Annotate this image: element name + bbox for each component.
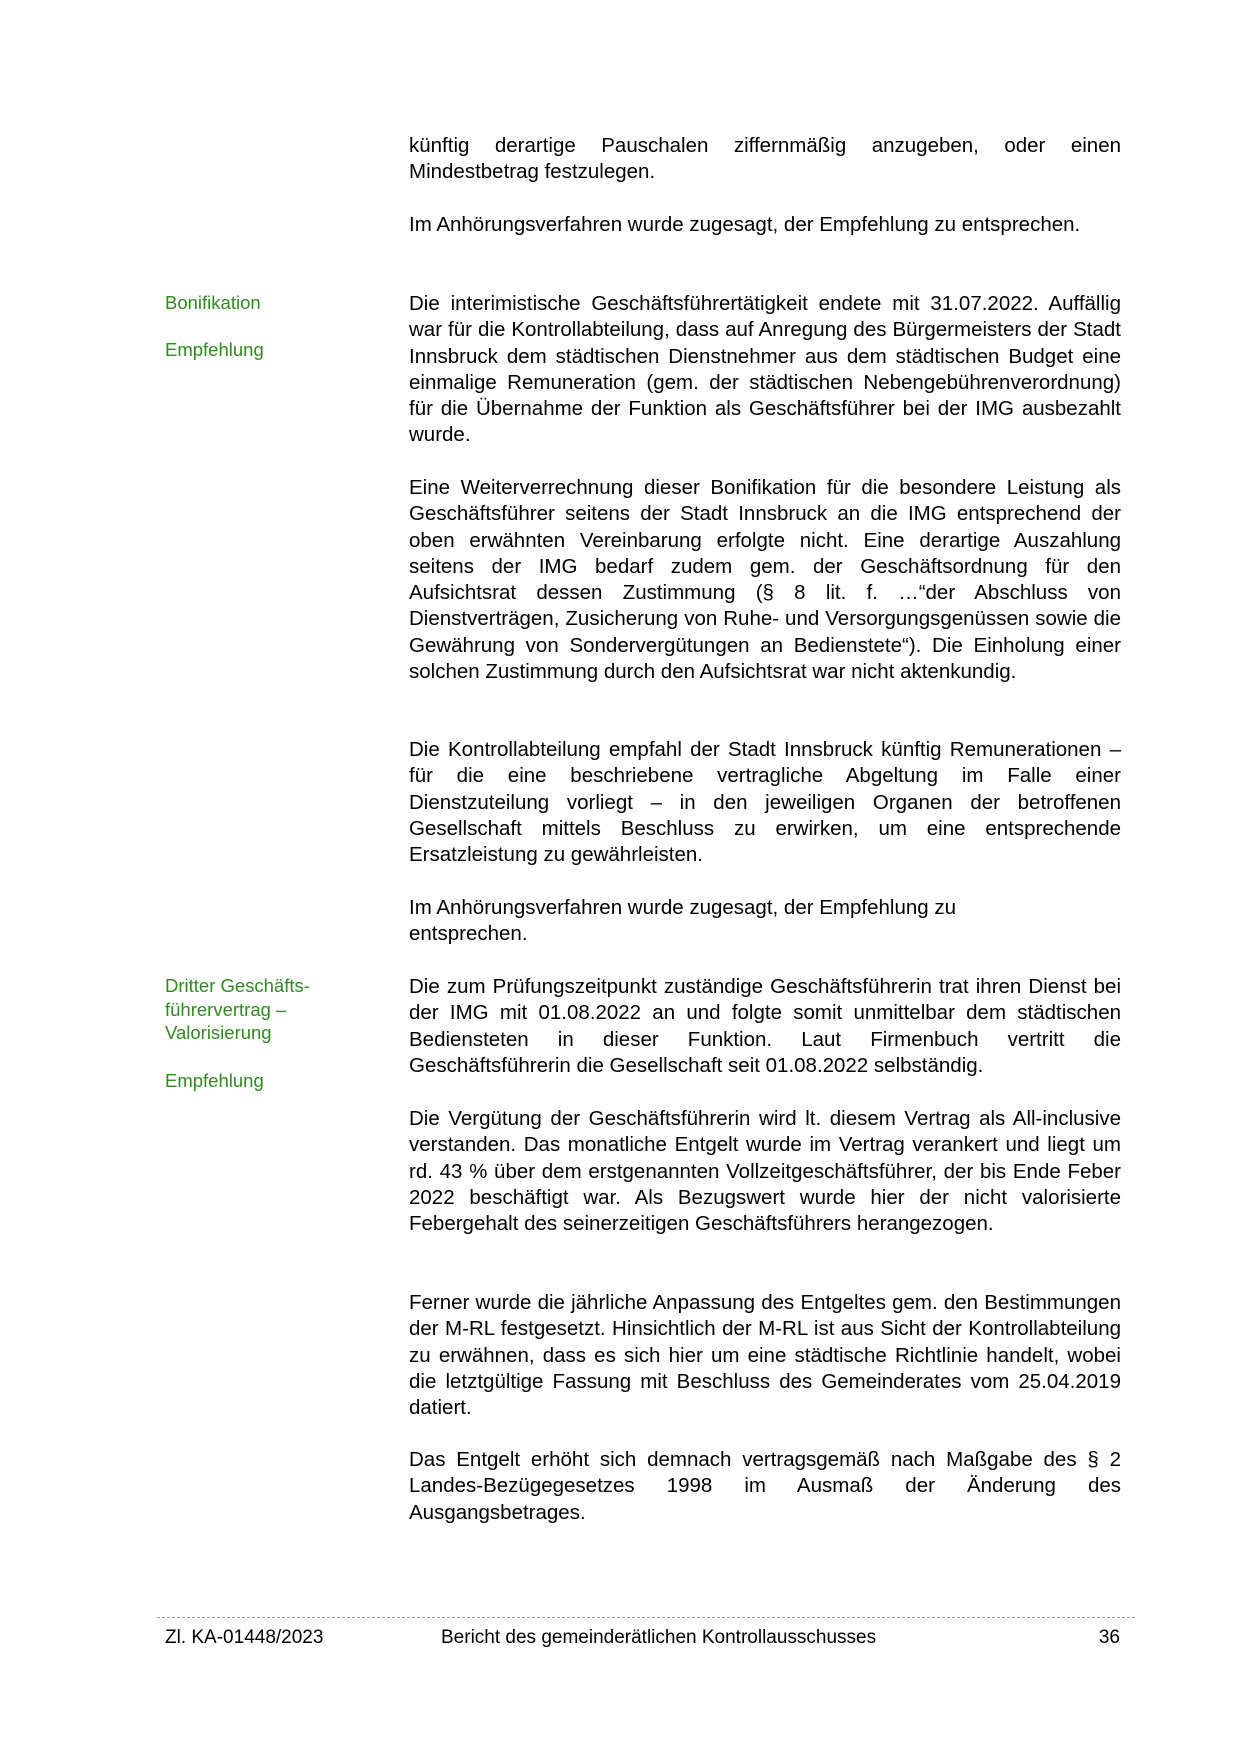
paragraph-empfehlung-remuneration [409, 737, 1121, 868]
margin-note-line: Valorisierung [165, 1022, 272, 1043]
paragraph-bonifikation [409, 291, 1121, 449]
paragraph-text: Die Kontrollabteilung empfahl der Stadt Innsbruck künftig Remunerationen – für die eine beschriebene vertragliche Abgeltung im Falle einer Dienstzuteilung vorliegt – in den jeweiligen Organen der betroffenen Gesellschaft mittels Beschluss zu erwirken, um eine entsprechende Ersatzleistung zu gewährleisten. [409, 738, 1121, 867]
paragraph-weiterverrechnung [409, 475, 1121, 685]
paragraph-text: Im Anhörungsverfahren wurde zugesagt, der Empfehlung zu entsprechen. [409, 213, 1081, 236]
margin-note-bonifikation [165, 291, 365, 315]
margin-note-line: führervertrag – [165, 998, 287, 1020]
paragraph-text: Im Anhörungsverfahren wurde zugesagt, der Empfehlung zu entsprechen. [409, 896, 956, 946]
paragraph-geschaeftsfuehrerin [409, 974, 1121, 1079]
paragraph-verguetung [409, 1106, 1121, 1237]
margin-note-empfehlung-2 [165, 1069, 365, 1093]
margin-note-label: Bonifikation [165, 292, 261, 313]
paragraph-entgelt [409, 1447, 1121, 1526]
paragraph-text: Die Vergütung der Geschäftsführerin wird lt. diesem Vertrag als All-inclusive verstanden. Das monatliche Entgelt wurde im Vertrag verankert und liegt um rd. 43 % über dem erstgenannten Vollzeitgeschäftsführer, der bis Ende Feber 2022 beschäftigt war. Als Bezugswert wurde hier der nicht valorisierte Febergehalt des seinerzeitigen Geschäftsführers herangezogen. [409, 1107, 1121, 1236]
paragraph-text: Eine Weiterverrechnung dieser Bonifikation für die besondere Leistung als Geschäftsführer seitens der Stadt Innsbruck an die IMG entsprechend der oben erwähnten Vereinbarung erfolgte nicht. Eine derartige Auszahlung seitens der IMG bedarf zudem gem. der Geschäftsordnung für den Aufsichtsrat dessen Zustimmung (§ 8 lit. f. …“der Abschluss von Dienstverträgen, Zusicherung von Ruhe- und Versorgungsgenüssen sowie die Gewährung von Sondervergütungen an Bedienstete“). Die Einholung einer solchen Zustimmung durch den Aufsichtsrat war nicht aktenkundig. [409, 476, 1121, 684]
paragraph-text: Die zum Prüfungszeitpunkt zuständige Geschäftsführerin trat ihren Dienst bei der IMG mit 01.08.2022 an und folgte somit unmittelbar dem städtischen Bediensteten in dieser Funktion. Laut Firmenbuch vertritt die Geschäftsführerin die Gesellschaft seit 01.08.2022 selbständig. [409, 975, 1121, 1077]
footer-page-number: 36 [1098, 1627, 1120, 1648]
footer-divider [157, 1617, 1135, 1618]
paragraph-anhoerung-2 [409, 895, 1049, 948]
paragraph-text: Das Entgelt erhöht sich demnach vertragsgemäß nach Maßgabe des § 2 Landes-Bezügegesetzes 1998 im Ausmaß der Änderung des Ausgangsbetrages. [409, 1448, 1121, 1524]
paragraph-anhoerung-1 [409, 212, 1121, 238]
paragraph-text: Die interimistische Geschäftsführertätigkeit endete mit 31.07.2022. Auffällig war für die Kontrollabteilung, dass auf Anregung des Bürgermeisters der Stadt Innsbruck dem städtischen Dienstnehmer aus dem städtischen Budget eine einmalige Remuneration (gem. der städtischen Nebengebührenverordnung) für die Übernahme der Funktion als Geschäftsführer bei der IMG ausbezahlt wurde. [409, 292, 1121, 447]
paragraph-text: Ferner wurde die jährliche Anpassung des Entgeltes gem. den Bestimmungen der M-RL festgesetzt. Hinsichtlich der M-RL ist aus Sicht der Kontrollabteilung zu erwähnen, dass es sich hier um eine städtische Richtlinie handelt, wobei die letztgültige Fassung mit Beschluss des Gemeinderates vom 25.04.2019 datiert. [409, 1291, 1121, 1420]
footer-title: Bericht des gemeinderätlichen Kontrollausschusses [441, 1627, 877, 1648]
margin-note-line: Dritter Geschäfts- [165, 975, 310, 996]
footer-reference: Zl. KA-01448/2023 [165, 1627, 324, 1648]
margin-note-label: Empfehlung [165, 339, 264, 360]
margin-note-label: Empfehlung [165, 1070, 264, 1091]
paragraph-text: künftig derartige Pauschalen ziffernmäßig anzugeben, oder einen Mindestbetrag festzulegen. [409, 134, 1121, 184]
margin-note-empfehlung-1 [165, 338, 365, 362]
paragraph-anpassung [409, 1290, 1121, 1421]
paragraph-pauschalen [409, 133, 1121, 186]
margin-note-dritter-vertrag [165, 974, 365, 1045]
